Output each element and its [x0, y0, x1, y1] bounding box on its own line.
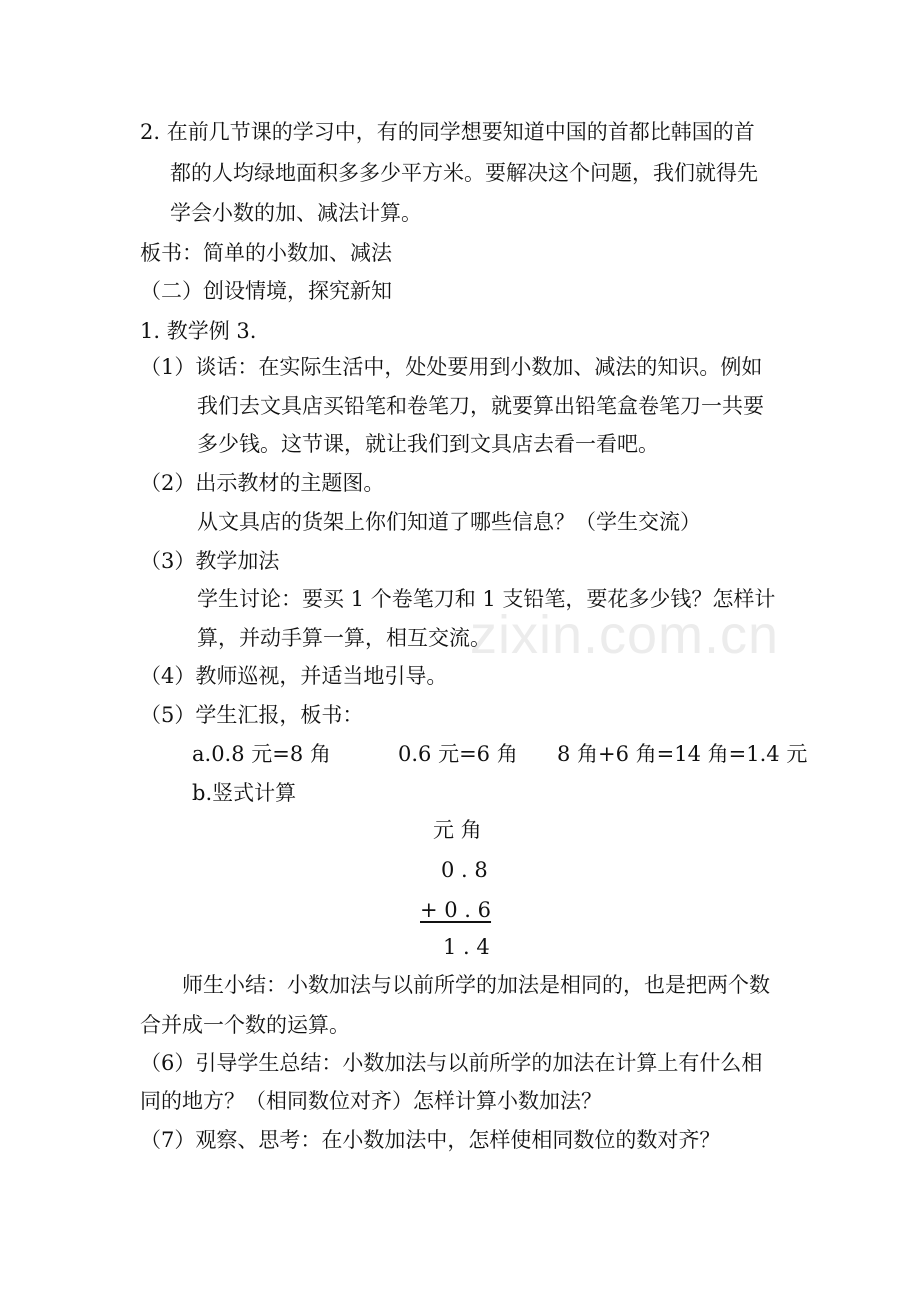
paragraph-line: （1）谈话：在实际生活中，处处要用到小数加、减法的知识。例如 [140, 355, 763, 379]
paragraph-line: 我们去文具店买铅笔和卷笔刀，就要算出铅笔盒卷笔刀一共要 [197, 394, 764, 418]
vertical-calc-heading: b.竖式计算 [192, 781, 297, 805]
paragraph-line: 学生讨论：要买 1 个卷笔刀和 1 支铅笔，要花多少钱？怎样计 [197, 587, 776, 611]
blackboard-heading: 板书：简单的小数加、减法 [140, 241, 392, 265]
paragraph-line: （7）观察、思考：在小数加法中，怎样使相同数位的数对齐？ [140, 1128, 721, 1152]
paragraph-line: 合并成一个数的运算。 [140, 1013, 350, 1037]
watermark: zixin.com.cn [470, 605, 780, 665]
paragraph-line: 学会小数的加、减法计算。 [170, 201, 422, 225]
paragraph-line: 都的人均绿地面积多多少平方米。要解决这个问题，我们就得先 [170, 161, 758, 185]
paragraph-line: （2）出示教材的主题图。 [140, 471, 385, 495]
section-heading: （二）创设情境，探究新知 [140, 279, 392, 303]
conversion-c: 8 角+6 角=14 角=1.4 元 [557, 742, 808, 766]
paragraph-line: 同的地方？（相同数位对齐）怎样计算小数加法？ [140, 1089, 602, 1113]
paragraph-line: （4）教师巡视，并适当地引导。 [140, 664, 448, 688]
paragraph-line: （6）引导学生总结：小数加法与以前所学的加法在计算上有什么相 [140, 1051, 763, 1075]
vertical-calc-addend-underlined: + 0 . 6 [420, 898, 492, 922]
item-heading: 1. 教学例 3. [140, 319, 257, 343]
paragraph-line: 2. 在前几节课的学习中，有的同学想要知道中国的首都比韩国的首 [140, 120, 755, 144]
vertical-calc-result: 1 . 4 [443, 935, 490, 959]
conversion-a: a.0.8 元=8 角 [192, 742, 331, 766]
paragraph-line: 从文具店的货架上你们知道了哪些信息？（学生交流） [197, 510, 701, 534]
conversion-b: 0.6 元=6 角 [398, 742, 518, 766]
paragraph-line: 算，并动手算一算，相互交流。 [197, 626, 491, 650]
paragraph-line: 师生小结：小数加法与以前所学的加法是相同的，也是把两个数 [182, 973, 770, 997]
paragraph-line: 多少钱。这节课，就让我们到文具店去看一看吧。 [197, 432, 659, 456]
paragraph-line: （5）学生汇报，板书： [140, 703, 364, 727]
vertical-calc-units: 元 角 [433, 818, 482, 842]
vertical-calc-addend: 0 . 8 [441, 858, 488, 882]
paragraph-line: （3）教学加法 [140, 549, 280, 573]
